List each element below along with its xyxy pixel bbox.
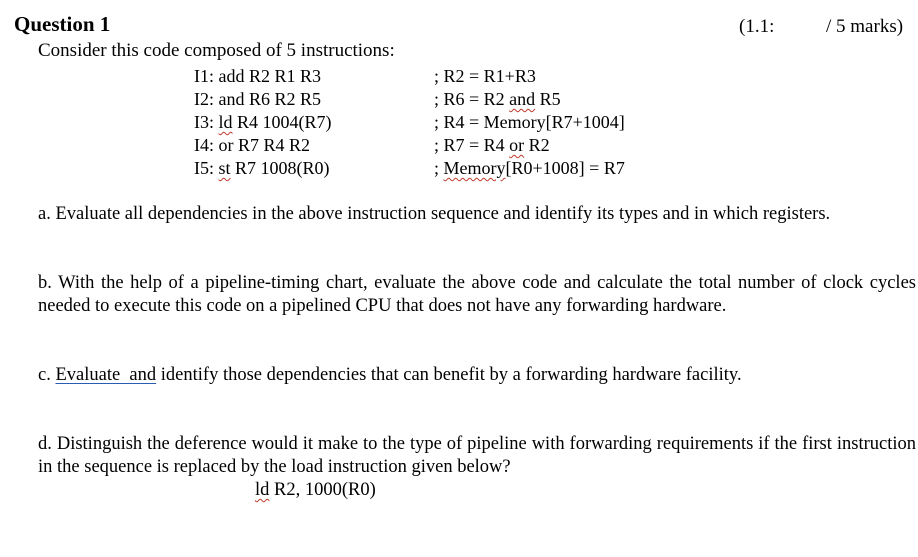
instruction-code-3: I3: ld R4 1004(R7)	[194, 112, 332, 132]
instruction-comment-4: ; R7 = R4 or R2	[434, 135, 550, 155]
marks-total: / 5 marks)	[826, 16, 904, 37]
part-c: c. Evaluate and identify those dependencies that can benefit by a forwarding hardware facility.	[38, 365, 742, 385]
instruction-comment-3: ; R4 = Memory[R7+1004]	[434, 112, 625, 132]
instruction-comment-2: ; R6 = R2 and R5	[434, 89, 561, 109]
instruction-code-2: I2: and R6 R2 R5	[194, 89, 322, 109]
load-instruction: ld R2, 1000(R0)	[255, 480, 376, 500]
instruction-code-4: I4: or R7 R4 R2	[194, 135, 311, 155]
instruction-code-1: I1: add R2 R1 R3	[194, 66, 322, 86]
intro-text: Consider this code composed of 5 instructions:	[38, 40, 395, 61]
part-d: d. Distinguish the deference would it make to the type of pipeline with forwarding requirements if the first instruction in the sequence is replaced by the load instruction given below?	[38, 434, 916, 477]
instruction-comment-5: ; Memory[R0+1008] = R7	[434, 158, 625, 178]
instruction-code-5: I5: st R7 1008(R0)	[194, 158, 330, 178]
question-title: Question 1	[14, 12, 111, 36]
part-a: a. Evaluate all dependencies in the above instruction sequence and identify its types and in which registers.	[38, 204, 831, 224]
marks-reference: (1.1:	[739, 16, 775, 37]
instruction-comment-1: ; R2 = R1+R3	[434, 66, 536, 86]
part-b: b. With the help of a pipeline-timing chart, evaluate the above code and calculate the total number of clock cycles needed to execute this code on a pipelined CPU that does not have any forwarding hardware.	[38, 273, 916, 316]
